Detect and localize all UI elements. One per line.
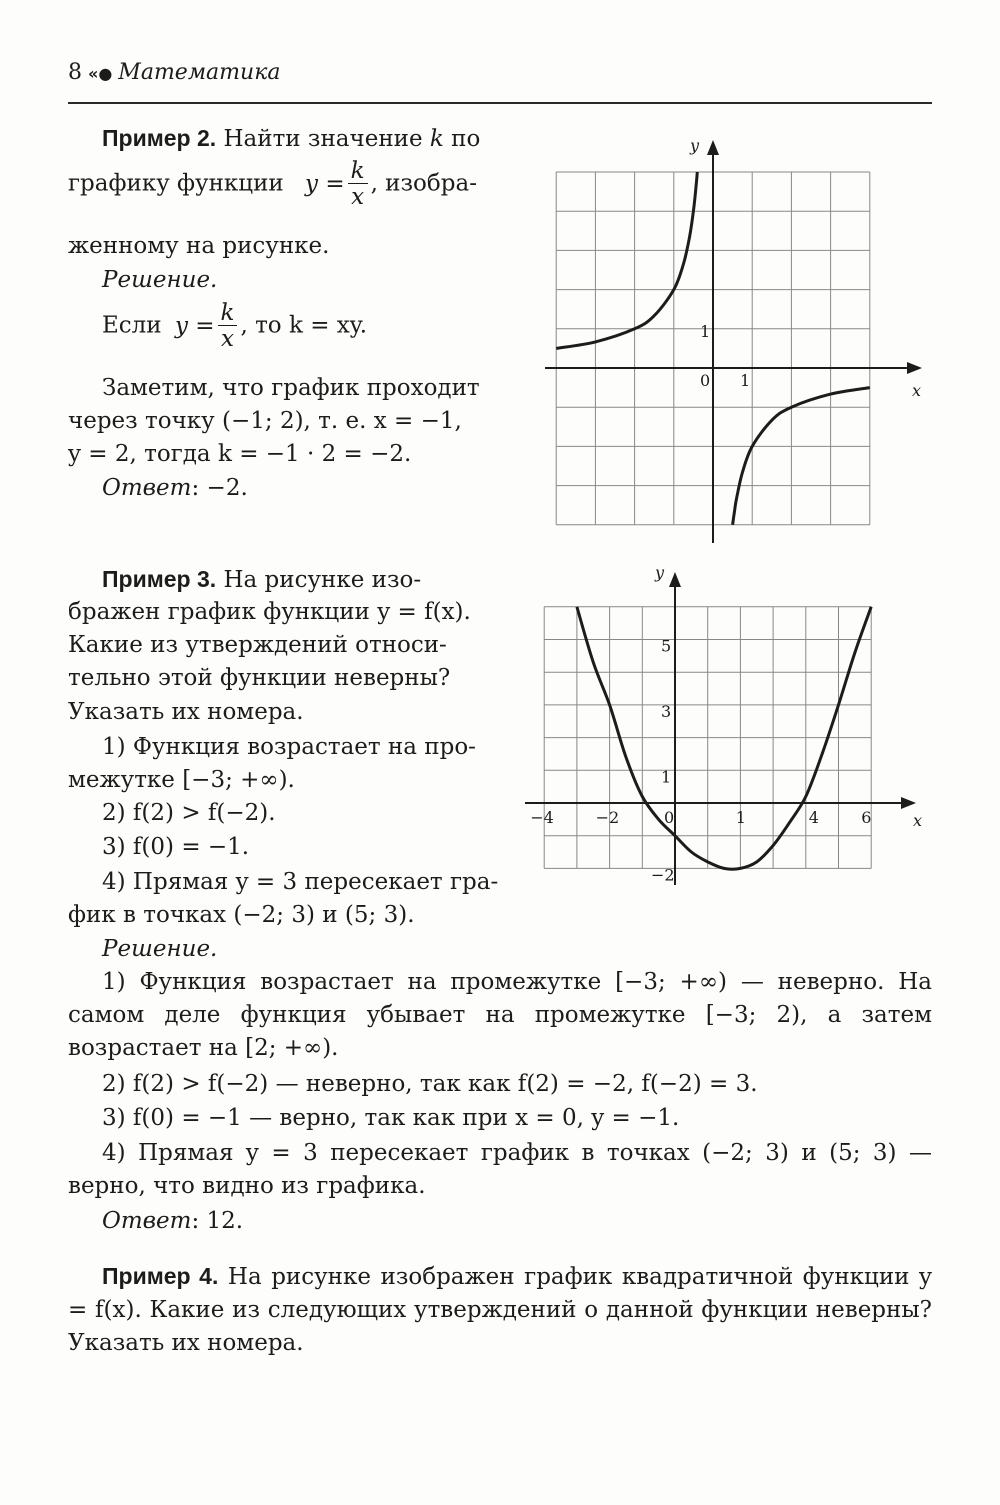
example3-solution-4: 4) Прямая y = 3 пересекает график в точках (−2; 3) и (5; 3) — верно, что видно из графика. (68, 1140, 932, 1199)
example2-solution-line-2: через точку (−1; 2), т. е. x = −1, (68, 408, 462, 434)
running-header (68, 60, 280, 85)
example3-solution-1: 1) Функция возрастает на промежутке [−3; +∞) — неверно. На самом деле функция убывает на промежутке [−3; 2), а затем возрастает на [2; +∞). (68, 969, 932, 1061)
y-axis-label: y (655, 563, 665, 582)
y-tick-label: 1 (661, 767, 672, 787)
x-tick-label: 4 (808, 808, 819, 827)
quote-marks-icon: «● (88, 64, 113, 83)
example3-solution-label: Решение. (102, 936, 218, 962)
fraction-k-over-x-2: $\frac{k}{x}$ (218, 302, 238, 351)
x-tick-label: 1 (735, 808, 746, 827)
header-rule (68, 102, 932, 104)
x-axis-arrow-icon (907, 362, 922, 374)
page-number: 8 (68, 60, 82, 85)
example2-line-3: женному на рисунке. (68, 233, 330, 259)
claim-2: 2) f(2) > f(−2). (102, 800, 276, 826)
y-tick-label: −2 (651, 865, 675, 885)
example3-line-2: бражен график функции y = f(x). (68, 599, 471, 625)
axes (525, 572, 916, 885)
x-tick-label: 6 (861, 808, 872, 827)
claim-1-line-2: межутке [−3; +∞). (68, 767, 295, 793)
example3-line-4: тельно этой функции неверны? (68, 665, 451, 691)
example3-title: Пример 3. (102, 566, 217, 592)
x-axis-arrow-icon (901, 797, 916, 809)
x-axis-label: x (912, 381, 922, 400)
example4-title: Пример 4. (102, 1263, 219, 1289)
x-axis-label: x (913, 811, 923, 830)
tick-label-x-1: 1 (740, 371, 751, 390)
example3-answer: Ответ: 12. (102, 1208, 244, 1234)
tick-label-origin: 0 (700, 371, 711, 390)
example4-statement: Пример 4. На рисунке изображен график квадратичной функции y = f(x). Какие из следующих утверждений о данной функции неверны? Указать их номера. (68, 1263, 932, 1356)
example3-solution-3: 3) f(0) = −1 — верно, так как при x = 0, y = −1. (102, 1105, 680, 1131)
example2-line-1: Пример 2. Найти значение k по (102, 125, 481, 152)
hyperbola-branch-right (733, 388, 870, 525)
example2-solution-line-1: Заметим, что график проходит (102, 375, 480, 401)
example2-formula-line: Если y = $\frac{k}{x}$ , то k = xy. (102, 300, 368, 352)
example2-title: Пример 2. (102, 125, 217, 151)
example3-line-5: Указать их номера. (68, 699, 304, 725)
x-tick-label: −2 (595, 808, 620, 827)
subject-title: Математика (118, 60, 281, 85)
function-graph (520, 560, 940, 890)
x-tick-label: −4 (530, 808, 554, 827)
claim-1-line-1: 1) Функция возрастает на про- (102, 734, 476, 760)
example3-line-3: Какие из утверждений относи- (68, 632, 447, 658)
fraction-k-over-x: $\frac{k}{x}$ (348, 160, 368, 209)
claim-3: 3) f(0) = −1. (102, 834, 250, 860)
y-tick-label: 5 (661, 636, 672, 656)
hyperbola-branch-left (556, 172, 697, 348)
claim-4-line-2: фик в точках (−2; 3) и (5; 3). (68, 902, 415, 928)
y-axis-arrow-icon (707, 140, 719, 155)
example2-solution-line-3: y = 2, тогда k = −1 · 2 = −2. (68, 441, 412, 467)
example3-line-1: Пример 3. На рисунке изо- (102, 566, 422, 593)
tick-label-y-1: 1 (700, 322, 711, 341)
grid (544, 607, 871, 869)
y-tick-label: 3 (661, 701, 672, 721)
x-tick-label: 0 (664, 808, 675, 827)
example2-solution-label: Решение. (102, 267, 218, 293)
example2-line-2: графику функции y = $\frac{k}{x}$ , изобра- (68, 158, 477, 210)
y-axis-arrow-icon (669, 572, 681, 587)
hyperbola-graph (540, 132, 940, 550)
example3-solution-2: 2) f(2) > f(−2) — неверно, так как f(2) = −2, f(−2) = 3. (102, 1071, 758, 1097)
example2-answer: Ответ: −2. (102, 475, 248, 501)
y-axis-label: y (690, 136, 700, 155)
claim-4-line-1: 4) Прямая y = 3 пересекает гра- (102, 869, 499, 895)
